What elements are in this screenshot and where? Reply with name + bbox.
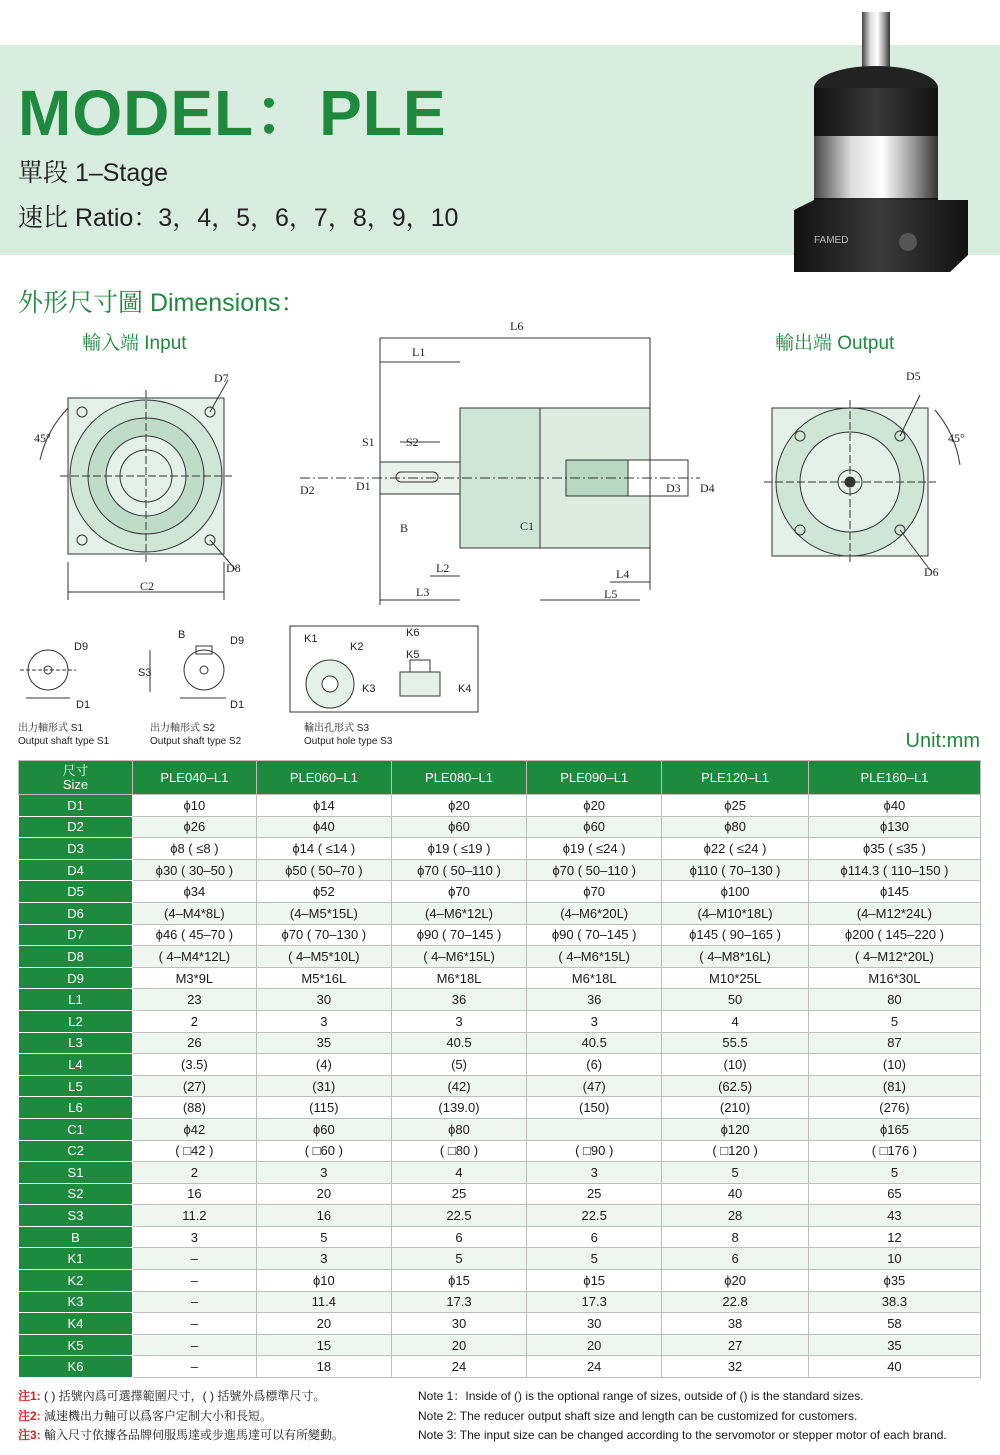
table-cell: (4–M6*20L) (527, 902, 662, 924)
table-cell: ϕ15 (527, 1270, 662, 1292)
table-cell: ϕ60 (527, 816, 662, 838)
note-en-3: Note 3: The input size can be changed according to the servomotor or stepper motor of each brand. (418, 1428, 947, 1442)
input-end-label: 輸入端 Input (82, 333, 187, 354)
table-row (19, 946, 981, 968)
note-zh-2 (18, 1407, 344, 1427)
callout-d5: D5 (906, 369, 921, 383)
row-label: D9 (19, 967, 133, 989)
model-header: PLE090–L1 (527, 761, 662, 795)
callout-s2: S2 (406, 435, 419, 449)
table-cell: 3 (256, 1162, 391, 1184)
table-cell: – (133, 1356, 257, 1378)
table-cell: ( 4–M8*16L) (662, 946, 809, 968)
callout-d2: D2 (300, 483, 315, 497)
table-row (19, 1118, 981, 1140)
row-label: D8 (19, 946, 133, 968)
model-header: PLE120–L1 (662, 761, 809, 795)
dimension-drawings (0, 300, 1000, 760)
callout-l6: L6 (510, 319, 524, 333)
table-cell: ϕ46 ( 45–70 ) (133, 924, 257, 946)
table-cell: (276) (808, 1097, 980, 1119)
table-cell: ϕ70 (391, 881, 526, 903)
table-cell: 16 (133, 1183, 257, 1205)
model-header: PLE040–L1 (133, 761, 257, 795)
input-flange-view (34, 371, 241, 600)
row-label: C1 (19, 1118, 133, 1140)
callout-s3: S3 (138, 667, 152, 679)
table-cell: 38.3 (808, 1291, 980, 1313)
table-cell: (3.5) (133, 1054, 257, 1076)
table-cell: ϕ52 (256, 881, 391, 903)
table-cell: 25 (527, 1183, 662, 1205)
row-label: K2 (19, 1270, 133, 1292)
table-row (19, 1248, 981, 1270)
stage-label: 單段 1–Stage (18, 159, 169, 187)
row-label: D5 (19, 881, 133, 903)
table-cell: ϕ40 (808, 795, 980, 817)
callout-k4: K4 (458, 683, 472, 695)
table-cell: M5*16L (256, 967, 391, 989)
table-cell: ϕ80 (391, 1118, 526, 1140)
table-cell: (6) (527, 1054, 662, 1076)
table-cell: 40 (662, 1183, 809, 1205)
table-cell: (5) (391, 1054, 526, 1076)
callout-l1: L1 (412, 345, 426, 359)
callout-s1: S1 (362, 435, 375, 449)
table-cell: 65 (808, 1183, 980, 1205)
table-cell: 11.2 (133, 1205, 257, 1227)
table-cell: ( 4–M6*15L) (527, 946, 662, 968)
size-header-zh: 尺寸 (62, 762, 89, 778)
table-cell: (150) (527, 1097, 662, 1119)
callout-b: B (400, 521, 409, 535)
table-cell: 24 (527, 1356, 662, 1378)
table-cell: 35 (256, 1032, 391, 1054)
table-row (19, 1270, 981, 1292)
table-cell: 3 (391, 1010, 526, 1032)
table-cell: M16*30L (808, 967, 980, 989)
notes-chinese (18, 1387, 344, 1446)
table-cell: (139.0) (391, 1097, 526, 1119)
table-cell: 3 (256, 1248, 391, 1270)
table-cell: ϕ10 (133, 795, 257, 817)
shaft-type-s3-zh: 輸出孔形式 S3 (304, 723, 370, 734)
table-cell: 16 (256, 1205, 391, 1227)
table-cell: ϕ165 (808, 1118, 980, 1140)
table-cell: 28 (662, 1205, 809, 1227)
table-cell: 5 (808, 1162, 980, 1184)
table-cell: ϕ14 ( ≤14 ) (256, 838, 391, 860)
table-cell: ϕ20 (662, 1270, 809, 1292)
shaft-type-s1-en: Output shaft type S1 (18, 736, 110, 747)
table-cell: 5 (391, 1248, 526, 1270)
table-cell: ( 4–M5*10L) (256, 946, 391, 968)
shaft-type-s1-label (18, 722, 109, 748)
row-label: D6 (19, 902, 133, 924)
callout-l3: L3 (416, 585, 430, 599)
table-row (19, 967, 981, 989)
table-cell: ϕ90 ( 70–145 ) (391, 924, 526, 946)
table-cell: ϕ200 ( 145–220 ) (808, 924, 980, 946)
table-cell: M10*25L (662, 967, 809, 989)
table-cell: ϕ60 (391, 816, 526, 838)
table-cell: 87 (808, 1032, 980, 1054)
table-cell: (4) (256, 1054, 391, 1076)
table-cell: 22.5 (527, 1205, 662, 1227)
table-cell: 5 (256, 1226, 391, 1248)
output-end-label: 輸出端 Output (775, 333, 895, 354)
table-cell (527, 1118, 662, 1140)
table-row (19, 859, 981, 881)
table-row (19, 924, 981, 946)
table-cell: ( □120 ) (662, 1140, 809, 1162)
table-cell: 3 (256, 1010, 391, 1032)
table-cell: 22.8 (662, 1291, 809, 1313)
table-cell: ϕ50 ( 50–70 ) (256, 859, 391, 881)
table-row (19, 1140, 981, 1162)
table-cell: ( □176 ) (808, 1140, 980, 1162)
table-cell: 55.5 (662, 1032, 809, 1054)
table-cell: ϕ26 (133, 816, 257, 838)
row-label: L2 (19, 1010, 133, 1032)
table-cell: (88) (133, 1097, 257, 1119)
note-zh-3 (18, 1426, 344, 1446)
callout-k2: K2 (350, 641, 364, 653)
table-cell: ϕ20 (391, 795, 526, 817)
table-cell: 10 (808, 1248, 980, 1270)
table-cell: – (133, 1291, 257, 1313)
table-cell: 30 (527, 1313, 662, 1335)
table-cell: 58 (808, 1313, 980, 1335)
table-cell: (27) (133, 1075, 257, 1097)
table-cell: ϕ120 (662, 1118, 809, 1140)
product-logo-text: FAMED (814, 235, 849, 246)
callout-c2: C2 (140, 579, 155, 593)
row-label: C2 (19, 1140, 133, 1162)
table-row (19, 989, 981, 1011)
table-cell: 6 (662, 1248, 809, 1270)
table-cell: (10) (808, 1054, 980, 1076)
model-header: PLE080–L1 (391, 761, 526, 795)
shaft-type-s2-zh: 出力軸形式 S2 (150, 723, 216, 734)
row-label: S2 (19, 1183, 133, 1205)
table-cell: 2 (133, 1162, 257, 1184)
row-label: L1 (19, 989, 133, 1011)
table-cell: 35 (808, 1334, 980, 1356)
output-flange-view (764, 369, 965, 579)
note-zh-1-key: 注1: (18, 1389, 41, 1403)
table-cell: 17.3 (391, 1291, 526, 1313)
callout-d9-s2: D9 (230, 635, 245, 647)
table-cell: 20 (256, 1183, 391, 1205)
table-cell: (10) (662, 1054, 809, 1076)
table-row (19, 1162, 981, 1184)
side-view (300, 319, 715, 605)
callout-c1: C1 (520, 519, 535, 533)
callout-l4: L4 (616, 567, 630, 581)
table-cell: ϕ30 ( 30–50 ) (133, 859, 257, 881)
shaft-type-s2 (138, 629, 244, 711)
table-cell: ϕ90 ( 70–145 ) (527, 924, 662, 946)
callout-angle-output: 45° (948, 431, 965, 445)
shaft-type-s1 (20, 641, 90, 711)
table-cell: 30 (391, 1313, 526, 1335)
table-cell: (210) (662, 1097, 809, 1119)
table-cell: (4–M12*24L) (808, 902, 980, 924)
shaft-type-s3 (290, 626, 478, 712)
model-header: PLE060–L1 (256, 761, 391, 795)
table-cell: ϕ60 (256, 1118, 391, 1140)
row-label: K4 (19, 1313, 133, 1335)
table-row (19, 881, 981, 903)
table-cell: ϕ130 (808, 816, 980, 838)
shaft-type-s2-en: Output shaft type S2 (150, 736, 242, 747)
table-cell: ϕ110 ( 70–130 ) (662, 859, 809, 881)
callout-k5: K5 (406, 649, 420, 661)
note-zh-3-key: 注3: (18, 1428, 41, 1442)
table-cell: 27 (662, 1334, 809, 1356)
callout-d9-s1: D9 (74, 641, 89, 653)
table-cell: (62.5) (662, 1075, 809, 1097)
table-cell: ϕ35 ( ≤35 ) (808, 838, 980, 860)
table-cell: ϕ22 ( ≤24 ) (662, 838, 809, 860)
row-label: B (19, 1226, 133, 1248)
table-cell: ϕ14 (256, 795, 391, 817)
table-cell: ϕ20 (527, 795, 662, 817)
table-cell: 50 (662, 989, 809, 1011)
table-cell: ϕ70 ( 50–110 ) (527, 859, 662, 881)
table-cell: 23 (133, 989, 257, 1011)
table-cell: 8 (662, 1226, 809, 1248)
table-cell: 5 (527, 1248, 662, 1270)
table-cell: ϕ145 (808, 881, 980, 903)
table-cell: 20 (256, 1313, 391, 1335)
table-cell: 3 (133, 1226, 257, 1248)
table-cell: ϕ70 (527, 881, 662, 903)
table-row (19, 1183, 981, 1205)
table-cell: (4–M4*8L) (133, 902, 257, 924)
table-row (19, 902, 981, 924)
table-cell: – (133, 1334, 257, 1356)
row-label: K3 (19, 1291, 133, 1313)
unit-label: Unit:mm (905, 730, 980, 752)
table-cell: ( □80 ) (391, 1140, 526, 1162)
table-cell: 5 (808, 1010, 980, 1032)
table-cell: ϕ19 ( ≤19 ) (391, 838, 526, 860)
row-label: K1 (19, 1248, 133, 1270)
table-cell: (115) (256, 1097, 391, 1119)
callout-k3: K3 (362, 683, 376, 695)
table-cell: 38 (662, 1313, 809, 1335)
table-cell: 36 (391, 989, 526, 1011)
table-row (19, 1291, 981, 1313)
table-cell: ϕ40 (256, 816, 391, 838)
table-cell: 30 (256, 989, 391, 1011)
table-cell: 25 (391, 1183, 526, 1205)
shaft-type-s2-label (150, 722, 241, 748)
table-cell: ϕ114.3 ( 110–150 ) (808, 859, 980, 881)
table-cell: 40 (808, 1356, 980, 1378)
table-cell: 15 (256, 1334, 391, 1356)
table-cell: M6*18L (527, 967, 662, 989)
table-row (19, 795, 981, 817)
table-cell: 18 (256, 1356, 391, 1378)
table-cell: ϕ15 (391, 1270, 526, 1292)
table-cell: 11.4 (256, 1291, 391, 1313)
note-zh-1-text: ( ) 括號內爲可選擇範圍尺寸，( ) 括號外爲標準尺寸。 (44, 1389, 326, 1403)
callout-d4: D4 (700, 481, 715, 495)
table-cell: 32 (662, 1356, 809, 1378)
table-row (19, 1097, 981, 1119)
row-label: S3 (19, 1205, 133, 1227)
table-cell: ϕ34 (133, 881, 257, 903)
table-row (19, 1205, 981, 1227)
row-label: D1 (19, 795, 133, 817)
row-label: K5 (19, 1334, 133, 1356)
callout-l2: L2 (436, 561, 450, 575)
callout-angle-input: 45° (34, 431, 51, 445)
table-row (19, 1356, 981, 1378)
ratio-label: 速比 Ratio：3，4，5，6，7，8，9，10 (18, 204, 459, 232)
table-cell: ϕ70 ( 70–130 ) (256, 924, 391, 946)
table-row (19, 1226, 981, 1248)
table-cell: ϕ80 (662, 816, 809, 838)
table-cell: 2 (133, 1010, 257, 1032)
row-label: L3 (19, 1032, 133, 1054)
notes-english (418, 1387, 947, 1446)
spec-table (18, 760, 981, 1378)
callout-d3: D3 (666, 481, 681, 495)
callout-d6: D6 (924, 565, 939, 579)
table-cell: (31) (256, 1075, 391, 1097)
table-cell: – (133, 1270, 257, 1292)
table-cell: 43 (808, 1205, 980, 1227)
row-label: S1 (19, 1162, 133, 1184)
table-cell: 20 (391, 1334, 526, 1356)
callout-l5: L5 (604, 587, 618, 601)
table-cell: (81) (808, 1075, 980, 1097)
table-cell: ϕ42 (133, 1118, 257, 1140)
table-row (19, 816, 981, 838)
callout-d1: D1 (356, 479, 371, 493)
table-cell: ϕ145 ( 90–165 ) (662, 924, 809, 946)
shaft-type-s3-label (304, 722, 392, 748)
table-row (19, 1032, 981, 1054)
row-label: D3 (19, 838, 133, 860)
row-label: D4 (19, 859, 133, 881)
table-cell: ( □60 ) (256, 1140, 391, 1162)
row-label: K6 (19, 1356, 133, 1378)
table-cell: 20 (527, 1334, 662, 1356)
table-cell: 4 (662, 1010, 809, 1032)
table-cell: 6 (527, 1226, 662, 1248)
table-cell: ϕ35 (808, 1270, 980, 1292)
table-cell: 22.5 (391, 1205, 526, 1227)
table-cell: ( 4–M12*20L) (808, 946, 980, 968)
table-cell: ( □90 ) (527, 1140, 662, 1162)
model-title: MODEL：PLE (18, 77, 447, 149)
table-cell: (4–M6*12L) (391, 902, 526, 924)
table-cell: 40.5 (391, 1032, 526, 1054)
table-cell: ϕ70 ( 50–110 ) (391, 859, 526, 881)
table-cell: (4–M5*15L) (256, 902, 391, 924)
table-cell: 17.3 (527, 1291, 662, 1313)
callout-d8: D8 (226, 561, 241, 575)
table-cell: ( □42 ) (133, 1140, 257, 1162)
callout-d7: D7 (214, 371, 229, 385)
note-zh-2-key: 注2: (18, 1408, 41, 1423)
table-row (19, 1334, 981, 1356)
row-label: L5 (19, 1075, 133, 1097)
note-zh-1 (18, 1387, 344, 1407)
gearbox-product-image (790, 10, 980, 275)
table-cell: 4 (391, 1162, 526, 1184)
table-cell: ϕ19 ( ≤24 ) (527, 838, 662, 860)
callout-b-s2: B (178, 629, 186, 641)
model-header: PLE160–L1 (808, 761, 980, 795)
table-cell: (42) (391, 1075, 526, 1097)
table-cell: ( 4–M4*12L) (133, 946, 257, 968)
table-cell: – (133, 1248, 257, 1270)
row-label: L4 (19, 1054, 133, 1076)
table-cell: ϕ25 (662, 795, 809, 817)
shaft-type-s1-zh: 出力軸形式 S1 (18, 723, 84, 734)
table-cell: (47) (527, 1075, 662, 1097)
note-en-1: Note 1：Inside of () is the optional range of sizes, outside of () is the standard sizes. (418, 1389, 864, 1403)
table-cell: 3 (527, 1010, 662, 1032)
table-cell: M6*18L (391, 967, 526, 989)
row-label: D2 (19, 816, 133, 838)
table-cell: – (133, 1313, 257, 1335)
table-row (19, 1075, 981, 1097)
table-cell: ϕ8 ( ≤8 ) (133, 838, 257, 860)
table-cell: 5 (662, 1162, 809, 1184)
table-cell: 26 (133, 1032, 257, 1054)
table-header-row (19, 761, 981, 795)
table-row (19, 1054, 981, 1076)
table-cell: ( 4–M6*15L) (391, 946, 526, 968)
table-cell: (4–M10*18L) (662, 902, 809, 924)
table-cell: 24 (391, 1356, 526, 1378)
note-zh-2-text: 減速機出力軸可以爲客户定制大小和長短。 (44, 1408, 273, 1423)
shaft-type-s3-en: Output hole type S3 (304, 736, 393, 747)
row-label: D7 (19, 924, 133, 946)
note-en-2: Note 2: The reducer output shaft size and length can be customized for customers. (418, 1408, 858, 1423)
table-cell: 40.5 (527, 1032, 662, 1054)
callout-k1: K1 (304, 633, 318, 645)
table-cell: 36 (527, 989, 662, 1011)
table-cell: 6 (391, 1226, 526, 1248)
table-cell: ϕ100 (662, 881, 809, 903)
table-row (19, 838, 981, 860)
dimensions-title: 外形尺寸圖 Dimensions： (18, 289, 306, 317)
callout-d1-s2: D1 (230, 699, 245, 711)
row-label: L6 (19, 1097, 133, 1119)
table-cell: 12 (808, 1226, 980, 1248)
table-cell: 80 (808, 989, 980, 1011)
callout-k6: K6 (406, 627, 420, 639)
table-row (19, 1010, 981, 1032)
table-cell: ϕ10 (256, 1270, 391, 1292)
table-cell: M3*9L (133, 967, 257, 989)
note-zh-3-text: 輸入尺寸依據各品牌伺服馬達或步進馬達可以有所變動。 (44, 1428, 345, 1442)
size-header-en: Size (62, 776, 89, 792)
size-header (19, 761, 133, 795)
table-row (19, 1313, 981, 1335)
callout-d1-s1: D1 (76, 699, 91, 711)
table-cell: 3 (527, 1162, 662, 1184)
